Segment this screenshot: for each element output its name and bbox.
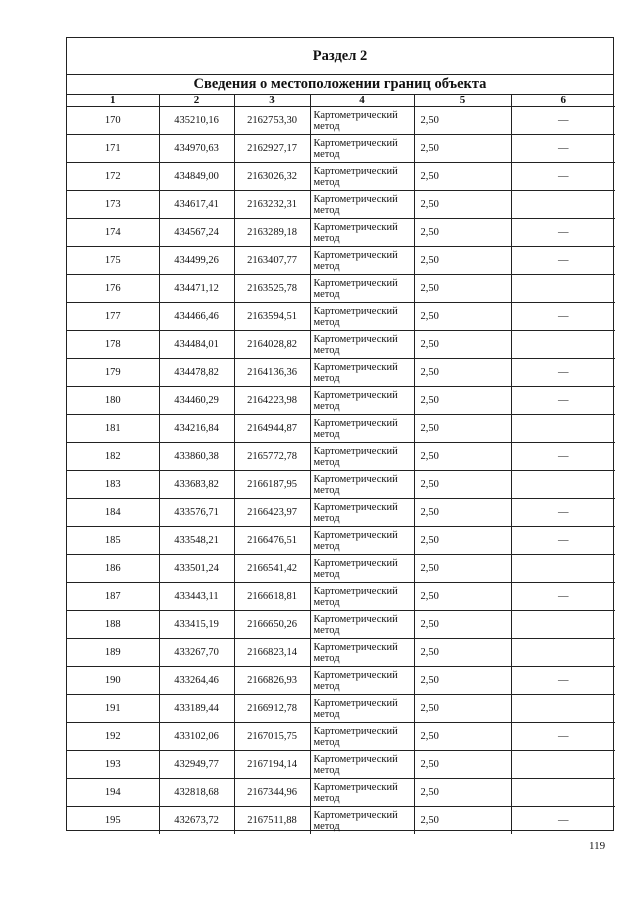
x-coordinate-cell: 435210,16 — [159, 107, 234, 135]
point-number-cell: 195 — [67, 807, 159, 835]
y-coordinate-cell: 2166823,14 — [234, 639, 310, 667]
x-coordinate-cell: 432818,68 — [159, 779, 234, 807]
table-row — [67, 751, 615, 779]
x-coordinate-cell: 434460,29 — [159, 387, 234, 415]
method-line-1: Картометрический — [313, 473, 398, 485]
method-line-1: Картометрический — [313, 193, 398, 205]
table-row — [67, 471, 615, 499]
method-cell — [310, 415, 414, 443]
document-table-frame — [66, 37, 614, 831]
y-coordinate-cell: 2162927,17 — [234, 135, 310, 163]
table-row — [67, 415, 615, 443]
method-line-2: метод — [313, 680, 340, 692]
y-coordinate-cell: 2167344,96 — [234, 779, 310, 807]
description-cell: — — [511, 247, 615, 275]
table-row — [67, 555, 615, 583]
table-row — [67, 387, 615, 415]
point-number-cell: 179 — [67, 359, 159, 387]
method-cell — [310, 611, 414, 639]
x-coordinate-cell: 433415,19 — [159, 611, 234, 639]
y-coordinate-cell: 2163407,77 — [234, 247, 310, 275]
y-coordinate-cell: 2166826,93 — [234, 667, 310, 695]
boundary-table — [67, 95, 615, 834]
description-cell — [511, 555, 615, 583]
table-row — [67, 499, 615, 527]
method-cell — [310, 639, 414, 667]
accuracy-cell: 2,50 — [414, 527, 511, 555]
method-line-1: Картометрический — [313, 389, 398, 401]
description-cell: — — [511, 107, 615, 135]
method-cell — [310, 135, 414, 163]
method-line-2: метод — [313, 260, 340, 272]
method-cell — [310, 723, 414, 751]
accuracy-cell: 2,50 — [414, 639, 511, 667]
y-coordinate-cell: 2166912,78 — [234, 695, 310, 723]
accuracy-cell: 2,50 — [414, 107, 511, 135]
table-row — [67, 583, 615, 611]
description-cell — [511, 191, 615, 219]
accuracy-cell: 2,50 — [414, 583, 511, 611]
point-number-cell: 191 — [67, 695, 159, 723]
table-row — [67, 639, 615, 667]
x-coordinate-cell: 434484,01 — [159, 331, 234, 359]
accuracy-cell: 2,50 — [414, 303, 511, 331]
point-number-cell: 173 — [67, 191, 159, 219]
description-cell: — — [511, 135, 615, 163]
accuracy-cell: 2,50 — [414, 135, 511, 163]
table-row — [67, 163, 615, 191]
y-coordinate-cell: 2163232,31 — [234, 191, 310, 219]
point-number-cell: 184 — [67, 499, 159, 527]
header-row — [67, 95, 615, 107]
x-coordinate-cell: 434617,41 — [159, 191, 234, 219]
description-cell — [511, 611, 615, 639]
description-cell — [511, 779, 615, 807]
point-number-cell: 170 — [67, 107, 159, 135]
method-line-1: Картометрический — [313, 333, 398, 345]
column-header: 1 — [67, 95, 159, 107]
y-coordinate-cell: 2163289,18 — [234, 219, 310, 247]
x-coordinate-cell: 433443,11 — [159, 583, 234, 611]
point-number-cell: 190 — [67, 667, 159, 695]
method-line-2: метод — [313, 120, 340, 132]
point-number-cell: 182 — [67, 443, 159, 471]
accuracy-cell: 2,50 — [414, 667, 511, 695]
method-line-1: Картометрический — [313, 613, 398, 625]
point-number-cell: 192 — [67, 723, 159, 751]
table-row — [67, 527, 615, 555]
y-coordinate-cell: 2167511,88 — [234, 807, 310, 835]
method-line-2: метод — [313, 484, 340, 496]
x-coordinate-cell: 434567,24 — [159, 219, 234, 247]
method-line-2: метод — [313, 624, 340, 636]
x-coordinate-cell: 432949,77 — [159, 751, 234, 779]
point-number-cell: 193 — [67, 751, 159, 779]
table-row — [67, 135, 615, 163]
method-line-1: Картометрический — [313, 585, 398, 597]
accuracy-cell: 2,50 — [414, 247, 511, 275]
method-line-2: метод — [313, 204, 340, 216]
method-cell — [310, 247, 414, 275]
point-number-cell: 174 — [67, 219, 159, 247]
table-row — [67, 667, 615, 695]
method-cell — [310, 555, 414, 583]
method-line-1: Картометрический — [313, 753, 398, 765]
point-number-cell: 188 — [67, 611, 159, 639]
method-line-2: метод — [313, 736, 340, 748]
method-line-1: Картометрический — [313, 361, 398, 373]
accuracy-cell: 2,50 — [414, 751, 511, 779]
method-line-1: Картометрический — [313, 669, 398, 681]
description-cell — [511, 639, 615, 667]
accuracy-cell: 2,50 — [414, 219, 511, 247]
accuracy-cell: 2,50 — [414, 723, 511, 751]
table-row — [67, 359, 615, 387]
description-cell: — — [511, 583, 615, 611]
accuracy-cell: 2,50 — [414, 331, 511, 359]
point-number-cell: 183 — [67, 471, 159, 499]
method-cell — [310, 751, 414, 779]
description-cell: — — [511, 219, 615, 247]
x-coordinate-cell: 433548,21 — [159, 527, 234, 555]
method-line-1: Картометрический — [313, 137, 398, 149]
method-cell — [310, 387, 414, 415]
column-header: 3 — [234, 95, 310, 107]
x-coordinate-cell: 433860,38 — [159, 443, 234, 471]
y-coordinate-cell: 2162753,30 — [234, 107, 310, 135]
method-line-1: Картометрический — [313, 165, 398, 177]
method-line-2: метод — [313, 568, 340, 580]
x-coordinate-cell: 433501,24 — [159, 555, 234, 583]
x-coordinate-cell: 433102,06 — [159, 723, 234, 751]
method-cell — [310, 471, 414, 499]
x-coordinate-cell: 434970,63 — [159, 135, 234, 163]
point-number-cell: 172 — [67, 163, 159, 191]
method-line-1: Картометрический — [313, 417, 398, 429]
accuracy-cell: 2,50 — [414, 807, 511, 835]
description-cell: — — [511, 303, 615, 331]
method-cell — [310, 107, 414, 135]
y-coordinate-cell: 2166618,81 — [234, 583, 310, 611]
x-coordinate-cell: 434499,26 — [159, 247, 234, 275]
point-number-cell: 176 — [67, 275, 159, 303]
method-line-2: метод — [313, 512, 340, 524]
table-row — [67, 219, 615, 247]
point-number-cell: 177 — [67, 303, 159, 331]
method-line-1: Картометрический — [313, 781, 398, 793]
method-line-1: Картометрический — [313, 221, 398, 233]
x-coordinate-cell: 434471,12 — [159, 275, 234, 303]
method-cell — [310, 219, 414, 247]
x-coordinate-cell: 434216,84 — [159, 415, 234, 443]
method-cell — [310, 191, 414, 219]
accuracy-cell: 2,50 — [414, 611, 511, 639]
method-line-1: Картометрический — [313, 529, 398, 541]
method-line-2: метод — [313, 456, 340, 468]
method-line-2: метод — [313, 764, 340, 776]
y-coordinate-cell: 2166476,51 — [234, 527, 310, 555]
method-line-2: метод — [313, 400, 340, 412]
method-line-1: Картометрический — [313, 697, 398, 709]
method-line-2: метод — [313, 344, 340, 356]
accuracy-cell: 2,50 — [414, 443, 511, 471]
method-line-1: Картометрический — [313, 277, 398, 289]
y-coordinate-cell: 2164028,82 — [234, 331, 310, 359]
x-coordinate-cell: 433683,82 — [159, 471, 234, 499]
method-line-1: Картометрический — [313, 249, 398, 261]
table-row — [67, 331, 615, 359]
table-row — [67, 275, 615, 303]
x-coordinate-cell: 434466,46 — [159, 303, 234, 331]
method-line-2: метод — [313, 316, 340, 328]
description-cell — [511, 275, 615, 303]
method-cell — [310, 583, 414, 611]
accuracy-cell: 2,50 — [414, 275, 511, 303]
table-row — [67, 695, 615, 723]
method-cell — [310, 163, 414, 191]
column-header: 5 — [414, 95, 511, 107]
method-line-1: Картометрический — [313, 305, 398, 317]
y-coordinate-cell: 2166187,95 — [234, 471, 310, 499]
description-cell: — — [511, 499, 615, 527]
table-row — [67, 723, 615, 751]
point-number-cell: 187 — [67, 583, 159, 611]
table-row — [67, 443, 615, 471]
description-cell — [511, 751, 615, 779]
method-cell — [310, 667, 414, 695]
method-line-2: метод — [313, 792, 340, 804]
column-header: 4 — [310, 95, 414, 107]
method-line-2: метод — [313, 540, 340, 552]
method-cell — [310, 443, 414, 471]
y-coordinate-cell: 2164223,98 — [234, 387, 310, 415]
description-cell: — — [511, 443, 615, 471]
method-line-2: метод — [313, 596, 340, 608]
y-coordinate-cell: 2167015,75 — [234, 723, 310, 751]
page-number: 119 — [589, 840, 606, 852]
method-line-2: метод — [313, 428, 340, 440]
table-row — [67, 611, 615, 639]
method-cell — [310, 275, 414, 303]
description-cell: — — [558, 815, 569, 826]
description-cell — [511, 331, 615, 359]
accuracy-cell: 2,50 — [414, 555, 511, 583]
method-line-1: Картометрический — [313, 641, 398, 653]
method-cell — [310, 359, 414, 387]
x-coordinate-cell: 432673,72 — [159, 807, 234, 835]
table-row — [67, 303, 615, 331]
method-line-2: метод — [313, 148, 340, 160]
method-line-1: Картометрический — [313, 445, 398, 457]
point-number-cell: 194 — [67, 779, 159, 807]
table-row — [67, 191, 615, 219]
column-header: 2 — [159, 95, 234, 107]
description-cell — [511, 415, 615, 443]
x-coordinate-cell: 433576,71 — [159, 499, 234, 527]
method-line-2: метод — [313, 708, 340, 720]
accuracy-cell: 2,50 — [414, 499, 511, 527]
description-cell: — — [511, 723, 615, 751]
section-subtitle: Сведения о местоположении границ объекта — [67, 75, 613, 95]
accuracy-cell: 2,50 — [414, 695, 511, 723]
x-coordinate-cell: 433189,44 — [159, 695, 234, 723]
column-header: 6 — [511, 95, 615, 107]
description-cell: — — [511, 667, 615, 695]
method-line-1: Картометрический — [313, 501, 398, 513]
description-cell: — — [511, 387, 615, 415]
method-cell — [310, 499, 414, 527]
point-number-cell: 171 — [67, 135, 159, 163]
description-cell: — — [511, 527, 615, 555]
table-row — [67, 107, 615, 135]
y-coordinate-cell: 2166650,26 — [234, 611, 310, 639]
y-coordinate-cell: 2167194,14 — [234, 751, 310, 779]
y-coordinate-cell: 2164136,36 — [234, 359, 310, 387]
method-line-2: метод — [313, 232, 340, 244]
description-cell — [511, 695, 615, 723]
x-coordinate-cell: 433267,70 — [159, 639, 234, 667]
accuracy-cell: 2,50 — [414, 779, 511, 807]
method-line-1: Картометрический — [313, 557, 398, 569]
description-cell — [511, 471, 615, 499]
accuracy-cell: 2,50 — [414, 415, 511, 443]
method-line-2: метод — [313, 372, 340, 384]
point-number-cell: 185 — [67, 527, 159, 555]
y-coordinate-cell: 2163525,78 — [234, 275, 310, 303]
method-cell — [310, 331, 414, 359]
accuracy-cell: 2,50 — [414, 191, 511, 219]
method-cell — [310, 695, 414, 723]
accuracy-cell: 2,50 — [414, 163, 511, 191]
method-cell — [310, 527, 414, 555]
method-cell — [310, 807, 414, 835]
y-coordinate-cell: 2164944,87 — [234, 415, 310, 443]
section-title: Раздел 2 — [67, 38, 613, 75]
y-coordinate-cell: 2165772,78 — [234, 443, 310, 471]
method-line-2: метод — [313, 176, 340, 188]
y-coordinate-cell: 2166541,42 — [234, 555, 310, 583]
y-coordinate-cell: 2163594,51 — [234, 303, 310, 331]
method-cell — [310, 303, 414, 331]
table-row — [67, 779, 615, 807]
y-coordinate-cell: 2166423,97 — [234, 499, 310, 527]
method-line-2: метод — [313, 652, 340, 664]
method-line-2: метод — [313, 820, 340, 832]
method-line-2: метод — [313, 288, 340, 300]
x-coordinate-cell: 434849,00 — [159, 163, 234, 191]
point-number-cell: 181 — [67, 415, 159, 443]
accuracy-cell: 2,50 — [414, 387, 511, 415]
x-coordinate-cell: 434478,82 — [159, 359, 234, 387]
table-row — [67, 807, 615, 835]
y-coordinate-cell: 2163026,32 — [234, 163, 310, 191]
method-line-1: Картометрический — [313, 725, 398, 737]
point-number-cell: 189 — [67, 639, 159, 667]
accuracy-cell: 2,50 — [414, 471, 511, 499]
x-coordinate-cell: 433264,46 — [159, 667, 234, 695]
table-body — [67, 107, 615, 835]
table-row — [67, 247, 615, 275]
method-cell — [310, 779, 414, 807]
point-number-cell: 186 — [67, 555, 159, 583]
method-line-1: Картометрический — [313, 109, 398, 121]
point-number-cell: 180 — [67, 387, 159, 415]
method-line-1: Картометрический — [313, 809, 398, 821]
description-cell: — — [511, 163, 615, 191]
description-cell: — — [511, 359, 615, 387]
accuracy-cell: 2,50 — [414, 359, 511, 387]
point-number-cell: 178 — [67, 331, 159, 359]
point-number-cell: 175 — [67, 247, 159, 275]
